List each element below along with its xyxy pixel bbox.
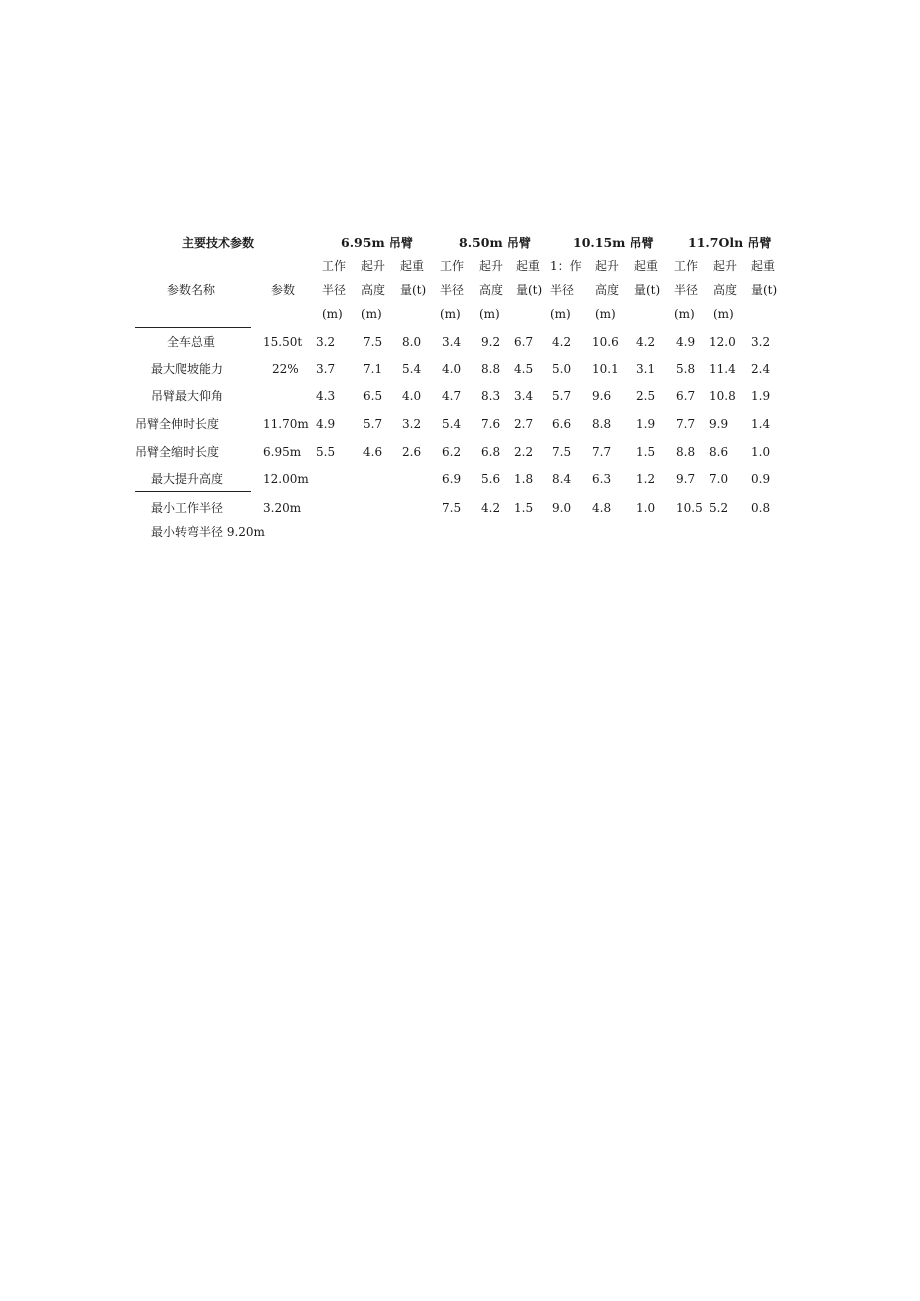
- table-cell: 10.6: [592, 335, 619, 349]
- table-cell: 9.6: [592, 389, 612, 403]
- subheader-cell: (m): [361, 307, 382, 321]
- subheader-cell: 高度: [361, 283, 386, 297]
- subheader-cell: 量(t): [751, 283, 778, 297]
- table-cell: 2.5: [636, 389, 656, 403]
- table-cell: 0.9: [751, 472, 771, 486]
- boom-header-0: 6.95m 吊臂: [341, 235, 413, 250]
- table-cell: 1.0: [751, 445, 771, 459]
- table-cell: 6.5: [363, 389, 383, 403]
- table-cell: 4.0: [402, 389, 422, 403]
- subheader-cell: (m): [674, 307, 695, 321]
- table-cell: 4.9: [676, 335, 696, 349]
- table-cell: 5.6: [481, 472, 501, 486]
- table-cell: 10.8: [709, 389, 736, 403]
- table-cell: 7.6: [481, 417, 501, 431]
- subheader-cell: (m): [322, 307, 343, 321]
- table-cell: 1.5: [636, 445, 656, 459]
- table-cell: 8.4: [552, 472, 572, 486]
- table-cell: 7.1: [363, 362, 383, 376]
- table-cell: 5.0: [552, 362, 572, 376]
- header-rule: [135, 327, 251, 328]
- param-value: 12.00m: [263, 472, 309, 486]
- subheader-cell: 起升: [361, 259, 386, 273]
- param-heading: 参数: [271, 283, 296, 297]
- param-name: 吊臂最大仰角: [151, 389, 224, 403]
- subheader-cell: 量(t): [634, 283, 661, 297]
- subheader-cell: 工作: [440, 259, 465, 273]
- table-cell: 3.4: [442, 335, 462, 349]
- table-cell: 5.2: [709, 501, 729, 515]
- table-cell: 2.7: [514, 417, 534, 431]
- table-cell: 5.8: [676, 362, 696, 376]
- table-cell: 4.0: [442, 362, 462, 376]
- table-cell: 8.8: [592, 417, 612, 431]
- subheader-cell: 起升: [713, 259, 738, 273]
- table-cell: 9.0: [552, 501, 572, 515]
- table-cell: 4.3: [316, 389, 336, 403]
- table-cell: 7.5: [363, 335, 383, 349]
- table-cell: 4.9: [316, 417, 336, 431]
- table-cell: 3.1: [636, 362, 656, 376]
- subheader-cell: 高度: [713, 283, 738, 297]
- subheader-cell: 半径: [322, 283, 347, 297]
- table-cell: 6.8: [481, 445, 501, 459]
- table-cell: 8.8: [676, 445, 696, 459]
- table-cell: 3.4: [514, 389, 534, 403]
- table-cell: 6.3: [592, 472, 612, 486]
- table-cell: 6.7: [676, 389, 696, 403]
- footer-note: 最小转弯半径 9.20m: [151, 525, 265, 539]
- subheader-cell: 1：作: [550, 259, 582, 273]
- subheader-cell: (m): [479, 307, 500, 321]
- subheader-cell: 工作: [322, 259, 347, 273]
- table-cell: 4.2: [481, 501, 501, 515]
- param-name: 吊臂全缩时长度: [135, 445, 220, 459]
- table-cell: 9.9: [709, 417, 729, 431]
- table-cell: 1.0: [636, 501, 656, 515]
- subheader-cell: (m): [550, 307, 571, 321]
- boom-header-1: 8.50m 吊臂: [459, 235, 531, 250]
- table-cell: 12.0: [709, 335, 736, 349]
- table-cell: 2.4: [751, 362, 771, 376]
- table-cell: 10.1: [592, 362, 619, 376]
- table-cell: 1.5: [514, 501, 534, 515]
- table-cell: 8.0: [402, 335, 422, 349]
- subheader-cell: 起重: [400, 259, 425, 273]
- subheader-cell: 量(t): [516, 283, 543, 297]
- subheader-cell: 半径: [550, 283, 575, 297]
- boom-header-2: 10.15m 吊臂: [573, 235, 654, 250]
- table-cell: 4.2: [552, 335, 572, 349]
- table-cell: 5.7: [363, 417, 383, 431]
- table-cell: 6.9: [442, 472, 462, 486]
- table-cell: 3.2: [751, 335, 771, 349]
- table-cell: 1.9: [636, 417, 656, 431]
- table-cell: 7.5: [442, 501, 462, 515]
- table-cell: 3.2: [316, 335, 336, 349]
- subheader-cell: 起重: [634, 259, 659, 273]
- param-value: 22%: [272, 362, 299, 376]
- table-cell: 9.2: [481, 335, 501, 349]
- subheader-cell: 高度: [479, 283, 504, 297]
- table-cell: 3.7: [316, 362, 336, 376]
- table-cell: 5.7: [552, 389, 572, 403]
- table-cell: 8.6: [709, 445, 729, 459]
- subheader-cell: 起升: [479, 259, 504, 273]
- subheader-cell: (m): [440, 307, 461, 321]
- table-cell: 4.2: [636, 335, 656, 349]
- table-cell: 1.2: [636, 472, 656, 486]
- table-cell: 4.6: [363, 445, 383, 459]
- table-cell: 1.8: [514, 472, 534, 486]
- param-name-heading: 参数名称: [167, 283, 216, 297]
- main-params-heading: 主要技术参数: [182, 236, 255, 250]
- param-name: 最小工作半径: [151, 501, 224, 515]
- subheader-cell: (m): [713, 307, 734, 321]
- table-cell: 4.8: [592, 501, 612, 515]
- table-cell: 4.5: [514, 362, 534, 376]
- table-cell: 1.9: [751, 389, 771, 403]
- subheader-cell: 半径: [440, 283, 465, 297]
- table-cell: 6.6: [552, 417, 572, 431]
- table-cell: 5.5: [316, 445, 336, 459]
- subheader-cell: 起重: [516, 259, 541, 273]
- table-cell: 7.7: [676, 417, 696, 431]
- subheader-cell: 起重: [751, 259, 776, 273]
- table-cell: 0.8: [751, 501, 771, 515]
- table-cell: 6.7: [514, 335, 534, 349]
- table-cell: 1.4: [751, 417, 771, 431]
- mid-rule: [135, 491, 251, 492]
- table-cell: 2.2: [514, 445, 534, 459]
- table-cell: 9.7: [676, 472, 696, 486]
- table-cell: 4.7: [442, 389, 462, 403]
- table-cell: 8.8: [481, 362, 501, 376]
- table-cell: 10.5: [676, 501, 703, 515]
- param-value: 3.20m: [263, 501, 302, 515]
- subheader-cell: (m): [595, 307, 616, 321]
- param-value: 6.95m: [263, 445, 302, 459]
- param-value: 15.50t: [263, 335, 303, 349]
- table-cell: 8.3: [481, 389, 501, 403]
- subheader-cell: 量(t): [400, 283, 427, 297]
- table-cell: 7.0: [709, 472, 729, 486]
- table-cell: 6.2: [442, 445, 462, 459]
- param-name: 最大爬坡能力: [151, 362, 224, 376]
- subheader-cell: 起升: [595, 259, 620, 273]
- table-cell: 5.4: [442, 417, 462, 431]
- param-name: 最大提升高度: [151, 472, 224, 486]
- subheader-cell: 工作: [674, 259, 699, 273]
- table-cell: 2.6: [402, 445, 422, 459]
- boom-header-3: 11.7Oln 吊臂: [688, 235, 772, 250]
- subheader-cell: 半径: [674, 283, 699, 297]
- table-cell: 3.2: [402, 417, 422, 431]
- subheader-cell: 高度: [595, 283, 620, 297]
- table-cell: 7.7: [592, 445, 612, 459]
- table-cell: 7.5: [552, 445, 572, 459]
- table-cell: 5.4: [402, 362, 422, 376]
- table-cell: 11.4: [709, 362, 736, 376]
- param-name: 吊臂全伸时长度: [135, 417, 220, 431]
- param-value: 11.70m: [263, 417, 309, 431]
- param-name: 全车总重: [167, 335, 216, 349]
